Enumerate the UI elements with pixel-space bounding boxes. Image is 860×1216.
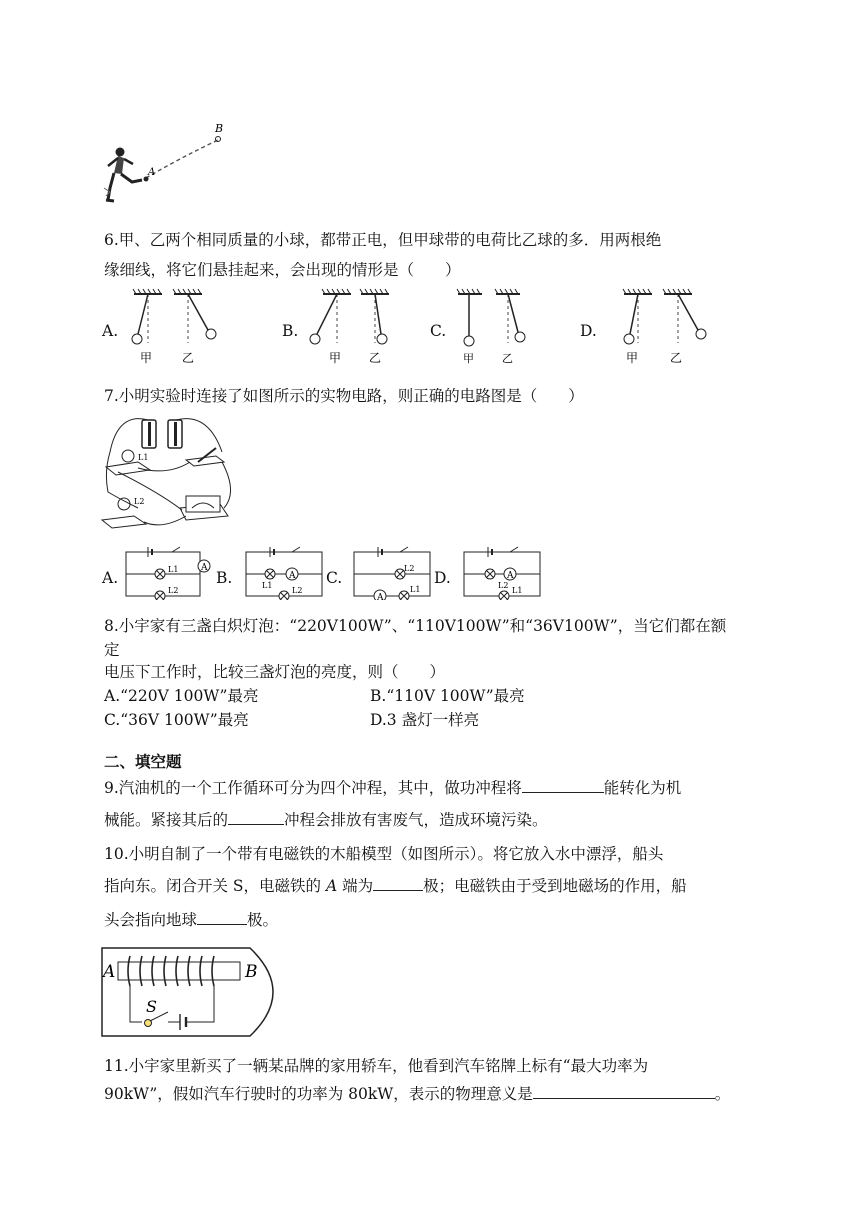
electromagnet-boat-figure — [100, 944, 300, 1040]
q10-text-3a: 头会指向地球 — [104, 911, 198, 929]
q7-circuit-a — [120, 544, 216, 600]
q9-text-1a: 9.汽油机的一个工作循环可分为四个冲程，其中，做功冲程将 — [104, 779, 522, 797]
q11-blank[interactable] — [533, 1082, 715, 1099]
q7-circuit-d — [458, 544, 548, 600]
q10-text-2d: 极；电磁铁由于受到地磁场的作用，船 — [423, 877, 687, 895]
q11-text-2b: 。 — [714, 1085, 731, 1103]
yi-label: 乙 — [369, 351, 382, 365]
q11-line1: 11.小宇家里新买了一辆某品牌的家用轿车，他看到汽车铭牌上标有“最大功率为 — [104, 1057, 649, 1075]
coil-end-b-label: B — [245, 962, 258, 982]
q7-circuit-c — [348, 544, 438, 600]
q6-line1: 6.甲、乙两个相同质量的小球，都带正电，但甲球带的电荷比乙球的多．用两根绝 — [104, 231, 662, 249]
q9-line2 — [104, 808, 548, 830]
q7-option-d[interactable]: D. — [434, 569, 451, 587]
yi-label: 乙 — [502, 352, 513, 365]
q6-option-a[interactable]: A. — [102, 322, 119, 340]
switch-s-label: S — [146, 997, 157, 1016]
q10-text-2a: 指向东。闭合开关 S，电磁铁的 — [104, 877, 326, 895]
l2-label: L2 — [404, 564, 415, 573]
q8-option-b[interactable]: B.“110V 100W”最亮 — [370, 687, 525, 705]
point-a-label: A — [148, 167, 156, 178]
l1-label: L1 — [138, 453, 149, 462]
q7-option-b[interactable]: B. — [216, 569, 233, 587]
q8-option-c[interactable]: C.“36V 100W”最亮 — [104, 711, 249, 729]
q10-line1: 10.小明自制了一个带有电磁铁的木船模型（如图所示）。将它放入水中漂浮，船头 — [104, 845, 664, 863]
yi-label: 乙 — [182, 351, 195, 365]
yi-label: 乙 — [670, 351, 683, 365]
q6-option-d[interactable]: D. — [580, 322, 597, 340]
q10-blank-2[interactable] — [197, 908, 247, 925]
l1-label: L1 — [512, 586, 523, 595]
q8-option-a[interactable]: A.“220V 100W”最亮 — [104, 687, 259, 705]
l1-label: L1 — [410, 585, 421, 594]
l2-label: L2 — [498, 581, 509, 590]
ammeter-label: A — [377, 593, 384, 600]
q7-option-a[interactable]: A. — [102, 569, 119, 587]
q7-circuit-b — [240, 544, 330, 600]
ammeter-label: A — [289, 571, 296, 581]
jia-label: 甲 — [463, 352, 474, 365]
q10-text-2c: 端为 — [337, 877, 374, 895]
ammeter-label: A — [507, 571, 514, 581]
q11-line2 — [104, 1082, 730, 1104]
q9-text-1b: 能转化为机 — [603, 779, 682, 797]
q9-line1 — [104, 776, 681, 798]
q7-option-c[interactable]: C. — [326, 569, 343, 587]
q8-option-d[interactable]: D.3 盏灯一样亮 — [370, 711, 480, 729]
point-b-label: B — [215, 122, 224, 135]
q8-line2: 定 — [104, 641, 120, 659]
q7-line1: 7.小明实验时连接了如图所示的实物电路，则正确的电路图是（ ） — [104, 387, 584, 405]
l2-label: L2 — [168, 586, 179, 595]
q6-figure-c — [450, 288, 540, 370]
q9-text-2b: 冲程会排放有害废气，造成环境污染。 — [284, 811, 548, 829]
q10-line3 — [104, 908, 278, 930]
jia-label: 甲 — [140, 351, 153, 365]
q9-blank-2[interactable] — [228, 808, 284, 825]
q6-option-c[interactable]: C. — [430, 322, 447, 340]
l1-label: L1 — [262, 581, 273, 590]
l1-label: L1 — [168, 565, 179, 574]
q6-figure-b — [303, 288, 403, 370]
q8-line3: 电压下工作时，比较三盏灯泡的亮度，则（ ） — [104, 663, 446, 681]
q7-physical-circuit-figure — [98, 412, 238, 534]
l2-label: L2 — [292, 586, 303, 595]
q11-text-2a: 90kW”，假如汽车行驶时的功率为 80kW，表示的物理意义是 — [104, 1085, 533, 1103]
q10-text-3b: 极。 — [247, 911, 279, 929]
q6-figure-d — [600, 288, 710, 370]
q10-line2 — [104, 874, 687, 896]
ammeter-label: A — [201, 563, 208, 573]
q10-blank-1[interactable] — [373, 874, 423, 891]
q6-option-b[interactable]: B. — [282, 322, 299, 340]
q6-figure-a — [126, 288, 226, 370]
jia-label: 甲 — [626, 351, 639, 365]
coil-end-a-label: A — [103, 962, 116, 982]
soccer-kick-figure — [100, 118, 235, 218]
q10-end-a: A — [325, 877, 338, 895]
jia-label: 甲 — [329, 351, 342, 365]
q9-text-2a: 械能。紧接其后的 — [104, 811, 229, 829]
section-title: 二、填空题 — [104, 753, 182, 771]
q8-line1: 8.小宇家有三盏白炽灯泡：“220V100W”、“110V100W”和“36V100W”，当它们都在额 — [104, 617, 727, 635]
l2-label: L2 — [134, 497, 145, 506]
q9-blank-1[interactable] — [522, 776, 604, 793]
q6-line2: 缘细线，将它们悬挂起来，会出现的情形是（ ） — [104, 261, 461, 279]
